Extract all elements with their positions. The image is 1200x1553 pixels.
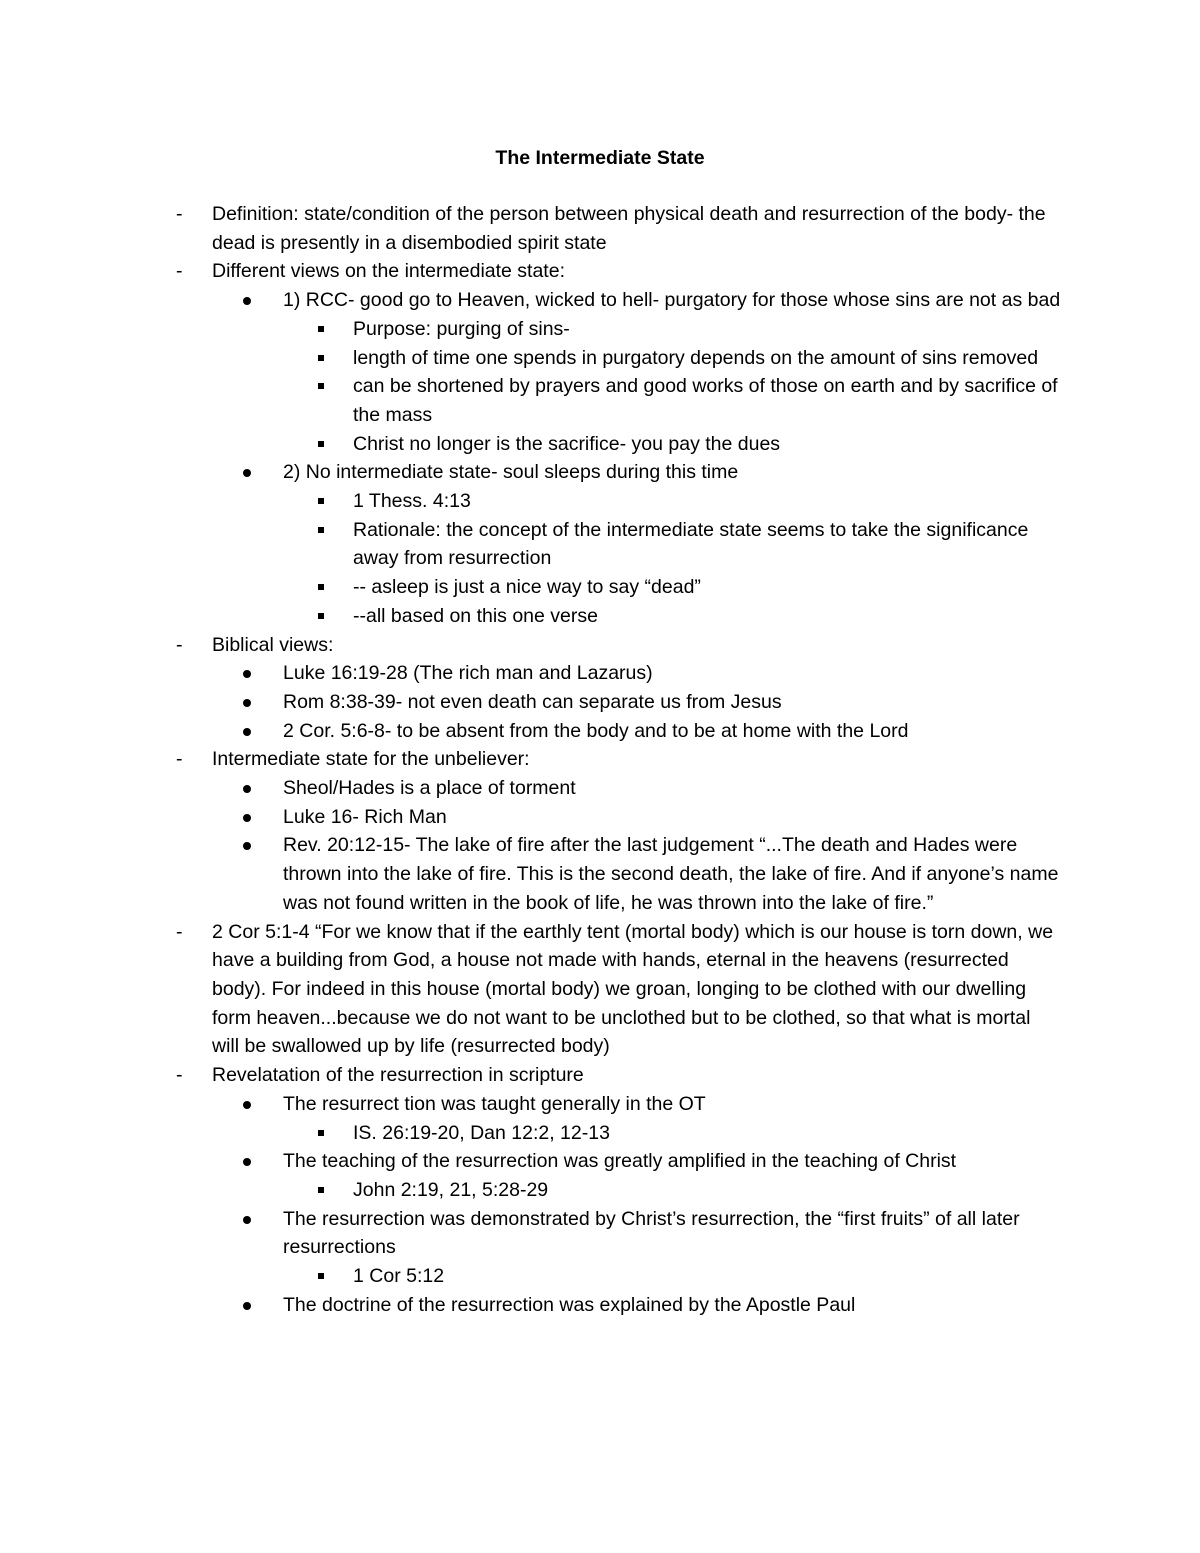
bullet-dot-icon	[243, 469, 251, 477]
outline-item-text: Different views on the intermediate state:	[212, 260, 565, 283]
dash-marker: -	[176, 748, 183, 771]
dash-marker: -	[176, 920, 183, 943]
dash-marker: -	[176, 260, 183, 283]
outline-item-level-3	[0, 573, 1062, 602]
outline-item-text: IS. 26:19-20, Dan 12:2, 12-13	[353, 1121, 610, 1144]
outline-item-text: Purpose: purging of sins-	[353, 317, 570, 340]
outline-item-text: The doctrine of the resurrection was explained by the Apostle Paul	[283, 1293, 856, 1316]
outline-item-level-3	[0, 1262, 1062, 1291]
outline-item-level-3	[0, 1176, 1062, 1205]
bullet-square-icon	[318, 1130, 324, 1136]
bullet-dot-icon	[243, 842, 251, 850]
bullet-dot-icon	[243, 1216, 251, 1224]
outline-item-text: 2 Cor. 5:6-8- to be absent from the body and to be at home with the Lord	[283, 719, 909, 742]
outline-item-text: Sheol/Hades is a place of torment	[283, 777, 576, 800]
outline-item-level-2	[0, 659, 1062, 688]
outline-item-text: Rev. 20:12-15- The lake of fire after the last judgement “...The death and Hades were thrown into the lake of fire. This is the second death, the lake of fire. And if anyone’s name was not found written in the book of life, he was thrown into the lake of fire.”	[283, 834, 1059, 914]
outline-item-level-1	[0, 918, 1062, 1062]
outline-item-level-1	[0, 257, 1062, 286]
outline-item-text: 1) RCC- good go to Heaven, wicked to hell- purgatory for those whose sins are not as bad	[283, 289, 1061, 312]
outline-item-level-3	[0, 372, 1062, 429]
bullet-dot-icon	[243, 670, 251, 678]
outline-item-level-1	[0, 1061, 1062, 1090]
outline-item-text: 2 Cor 5:1-4 “For we know that if the earthly tent (mortal body) which is our house is torn down, we have a building from God, a house not made with hands, eternal in the heavens (resurrected body). For indeed in this house (mortal body) we groan, longing to be clothed with our dwelling form heaven...because we do not want to be unclothed but to be clothed, so that what is mortal will be swallowed up by life (resurrected body)	[212, 920, 1054, 1058]
outline-item-text: Luke 16:19-28 (The rich man and Lazarus)	[283, 662, 653, 685]
outline-item-text: Rom 8:38-39- not even death can separate us from Jesus	[283, 690, 782, 713]
dash-marker: -	[176, 1064, 183, 1087]
bullet-dot-icon	[243, 297, 251, 305]
outline-item-text: 1 Cor 5:12	[353, 1265, 445, 1288]
outline-item-text: 2) No intermediate state- soul sleeps during this time	[283, 461, 739, 484]
outline-item-level-3	[0, 602, 1062, 631]
outline-item-text: length of time one spends in purgatory depends on the amount of sins removed	[353, 346, 1039, 369]
outline-item-level-2	[0, 803, 1062, 832]
outline-item-level-2	[0, 1147, 1062, 1176]
bullet-dot-icon	[243, 1302, 251, 1310]
outline-item-level-2	[0, 717, 1062, 746]
outline-list	[0, 200, 1200, 1319]
outline-item-text: The resurrect tion was taught generally in the OT	[283, 1092, 706, 1115]
bullet-square-icon	[318, 613, 324, 619]
bullet-square-icon	[318, 383, 324, 389]
outline-item-level-3	[0, 344, 1062, 373]
bullet-square-icon	[318, 498, 324, 504]
dash-marker: -	[176, 203, 183, 225]
outline-item-level-2	[0, 688, 1062, 717]
outline-item-text: Revelatation of the resurrection in scripture	[212, 1064, 584, 1087]
outline-item-level-3	[0, 516, 1062, 573]
outline-item-text: John 2:19, 21, 5:28-29	[353, 1178, 549, 1201]
outline-item-level-2	[0, 1291, 1062, 1320]
bullet-square-icon	[318, 326, 324, 332]
outline-item-level-3	[0, 315, 1062, 344]
outline-item-level-2	[0, 774, 1062, 803]
outline-item-text: -- asleep is just a nice way to say “dead”	[353, 576, 701, 599]
outline-item-text: Intermediate state for the unbeliever:	[212, 748, 530, 771]
outline-item-text: Christ no longer is the sacrifice- you pay the dues	[353, 432, 781, 455]
bullet-square-icon	[318, 1273, 324, 1279]
outline-item-text: Luke 16- Rich Man	[283, 805, 447, 828]
outline-item-level-2	[0, 458, 1062, 487]
outline-item-level-1	[0, 745, 1062, 774]
bullet-dot-icon	[243, 728, 251, 736]
outline-item-text: The resurrection was demonstrated by Christ’s resurrection, the “first fruits” of all later resurrections	[283, 1207, 1020, 1259]
bullet-dot-icon	[243, 1101, 251, 1109]
outline-item-level-2	[0, 1205, 1062, 1262]
outline-item-text: 1 Thess. 4:13	[353, 490, 471, 513]
outline-item-level-1	[0, 200, 1062, 257]
bullet-square-icon	[318, 355, 324, 361]
dash-marker: -	[176, 633, 183, 656]
bullet-square-icon	[318, 527, 324, 533]
bullet-dot-icon	[243, 1158, 251, 1166]
bullet-dot-icon	[243, 785, 251, 793]
bullet-dot-icon	[243, 814, 251, 822]
outline-item-text: Biblical views:	[212, 633, 334, 656]
bullet-square-icon	[318, 441, 324, 447]
outline-item-text: can be shortened by prayers and good works of those on earth and by sacrifice of the mass	[353, 375, 1058, 426]
outline-item-level-3	[0, 487, 1062, 516]
outline-item-text: Rationale: the concept of the intermediate state seems to take the significance away from resurrection	[353, 518, 1029, 570]
outline-item-level-2	[0, 1090, 1062, 1119]
outline-item-level-1	[0, 631, 1062, 660]
outline-item-level-3	[0, 1119, 1062, 1148]
outline-item-level-3	[0, 430, 1062, 459]
bullet-square-icon	[318, 584, 324, 590]
bullet-square-icon	[318, 1187, 324, 1193]
bullet-dot-icon	[243, 699, 251, 707]
outline-item-text: Definition: state/condition of the person between physical death and resurrection of the body- the dead is presently in a disembodied spirit state	[212, 203, 1046, 254]
outline-item-text: --all based on this one verse	[353, 604, 598, 627]
outline-item-level-2	[0, 286, 1062, 315]
outline-item-level-2	[0, 831, 1062, 917]
outline-item-text: The teaching of the resurrection was greatly amplified in the teaching of Christ	[283, 1150, 957, 1173]
document-title: The Intermediate State	[495, 147, 705, 169]
